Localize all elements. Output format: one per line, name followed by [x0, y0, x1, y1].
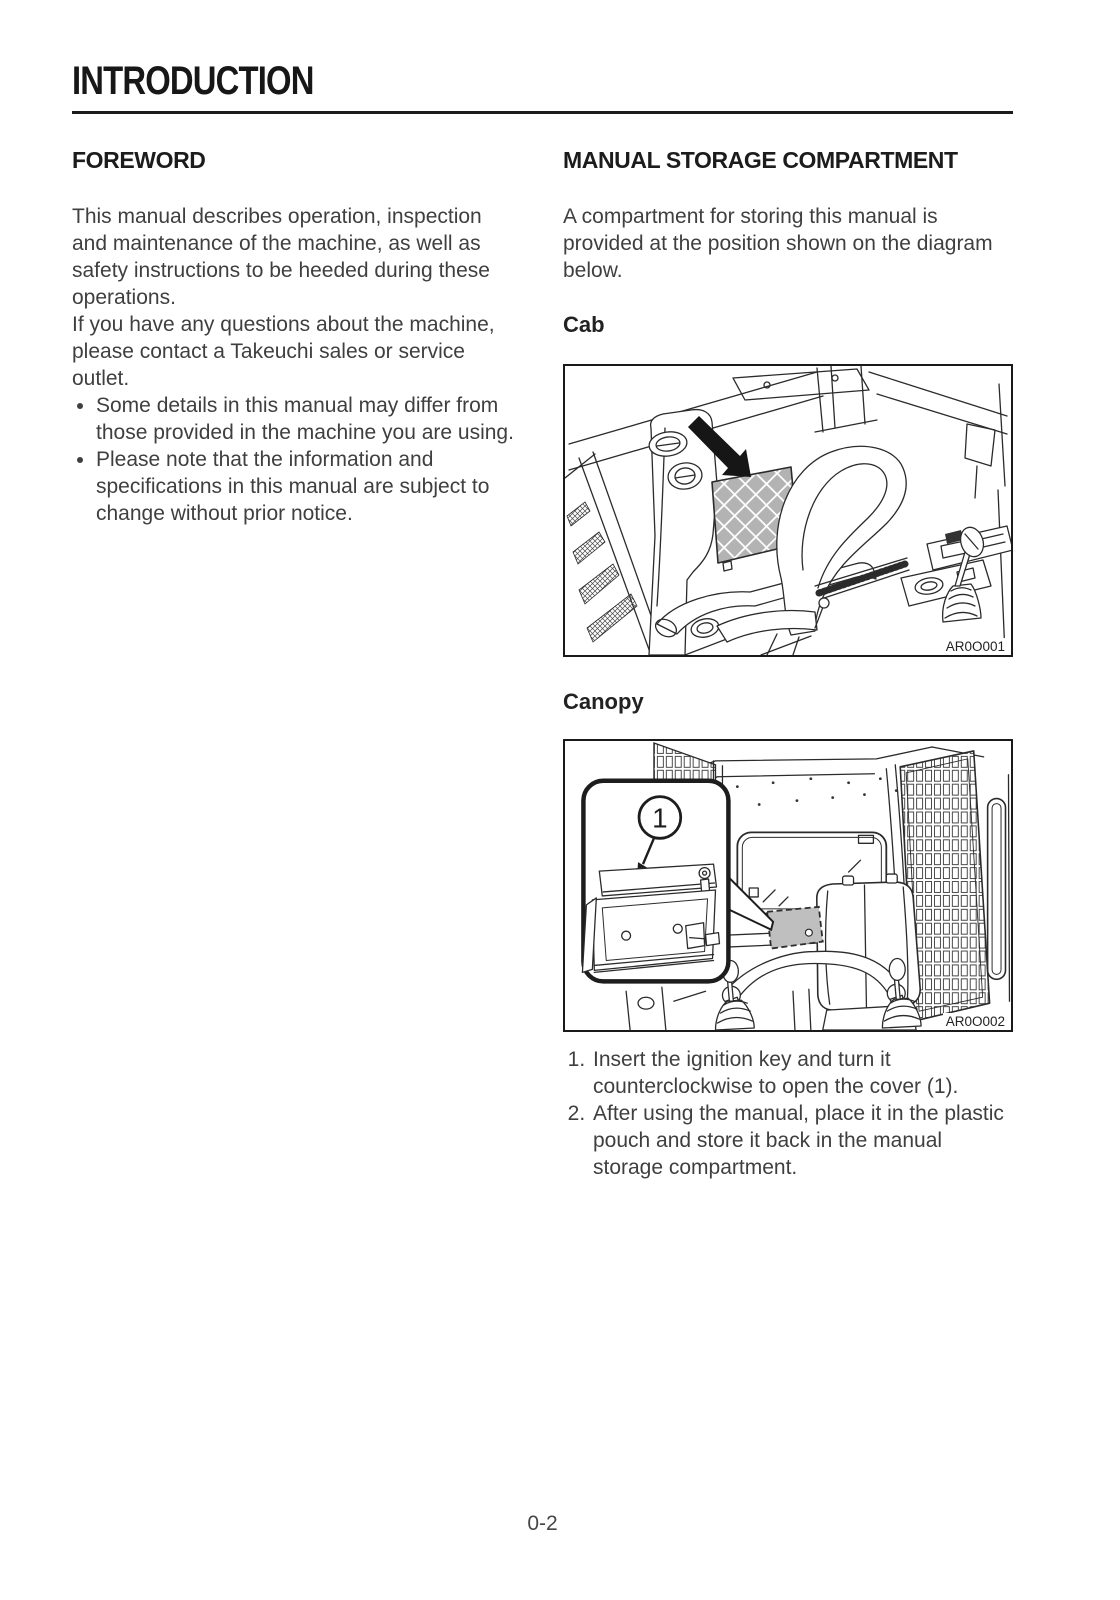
foreword-section	[72, 147, 522, 1181]
callout-pointer	[725, 874, 773, 930]
bullet-item: • Some details in this manual may differ from those provided in the machine you are using.	[96, 392, 522, 446]
cab-figure-label: Cab	[563, 312, 605, 337]
callout-balloon	[582, 781, 728, 982]
storage-section	[563, 147, 1013, 1181]
step-item: 1. Insert the ignition key and turn it counterclockwise to open the cover (1).	[591, 1046, 1013, 1100]
storage-intro: A compartment for storing this manual is provided at the position shown on the diagram below.	[563, 205, 993, 282]
two-column-layout	[72, 147, 1013, 1181]
storage-location-panel	[767, 907, 823, 949]
compartment-box-illustration	[582, 864, 719, 972]
grab-handle	[988, 775, 1010, 1001]
foreword-paragraph-2: If you have any questions about the machine, please contact a Takeuchi sales or service outlet.	[72, 313, 495, 390]
foreword-heading: FOREWORD	[72, 147, 206, 173]
cab-left-wall-texture	[567, 502, 637, 642]
storage-steps-list	[563, 1046, 1013, 1181]
canopy-figure	[563, 739, 1013, 1032]
figure-code: AR0O002	[943, 1013, 1008, 1030]
figure-code: AR0O001	[943, 638, 1008, 655]
storage-heading: MANUAL STORAGE COMPARTMENT	[563, 147, 958, 173]
cab-diagram-illustration	[565, 366, 1011, 655]
foreword-paragraph-1: This manual describes operation, inspection and maintenance of the machine, as well as safety instructions to be heeded during these operations.	[72, 205, 490, 309]
step-item: 2. After using the manual, place it in the plastic pouch and store it back in the manual storage compartment.	[591, 1100, 1013, 1181]
canopy-diagram-illustration	[565, 741, 1011, 1030]
callout-number: 1	[652, 802, 668, 834]
title-rule	[72, 111, 1013, 114]
page-title: INTRODUCTION	[72, 59, 314, 103]
floor-details	[626, 987, 705, 1030]
cab-joystick-console	[901, 524, 1011, 622]
bullet-item: • Please note that the information and specifications in this manual are subject to change without prior notice.	[96, 446, 522, 527]
canopy-figure-label: Canopy	[563, 689, 644, 714]
page-number: 0-2	[527, 1512, 558, 1535]
cab-figure	[563, 364, 1013, 657]
foreword-bullet-list	[72, 392, 522, 527]
